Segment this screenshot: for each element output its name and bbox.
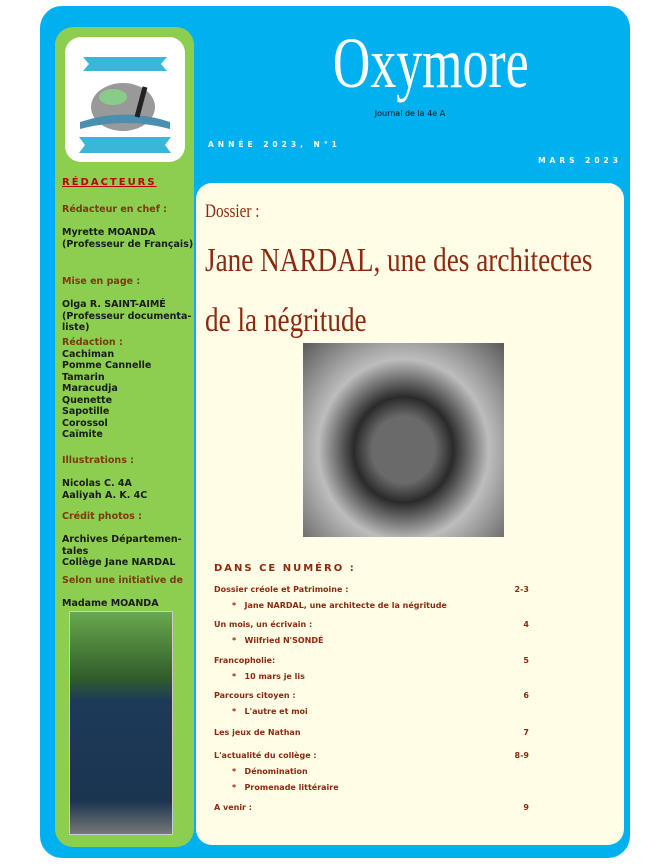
initiative-credit: Selon une initiative de Madame MOANDA <box>62 575 183 609</box>
bullet-icon: * <box>232 672 237 681</box>
photo-credit: Crédit photos : Archives Départemen- tales Collège Jane NARDAL <box>62 511 182 568</box>
toc-item-page: 8-9 <box>514 751 529 760</box>
toc-item-page: 4 <box>523 620 529 629</box>
toc-item[interactable] <box>214 728 529 737</box>
editor-in-chief: Rédacteur en chef : Myrette MOANDA (Professeur de Français) <box>62 204 194 250</box>
toc-heading: DANS CE NUMÉRO : <box>214 563 356 574</box>
toc-item-title: Parcours citoyen : <box>214 691 296 700</box>
journal-subtitle: Journal de la 4e A <box>374 109 446 118</box>
toc-item-page: 5 <box>523 656 529 665</box>
illustrations-credit: Illustrations : Nicolas C. 4A Aaliyah A. K. 4C <box>62 455 148 501</box>
toc-item[interactable] <box>214 691 529 700</box>
writers-list: Rédaction : Cachiman Pomme Cannelle Tamarin Maracudja Quenette Sapotille Corossol Caïmite <box>62 337 152 440</box>
layout-credit: Mise en page : Olga R. SAINT-AIMÉ (Professeur documenta- liste) <box>62 276 192 333</box>
bullet-icon: * <box>232 636 237 645</box>
toc-item[interactable] <box>214 751 529 760</box>
toc-item[interactable] <box>214 620 529 629</box>
editors-heading: RÉDACTEURS <box>62 177 157 188</box>
toc-subitem[interactable] <box>214 672 529 681</box>
article-kicker: Dossier : <box>205 201 260 222</box>
bullet-icon: * <box>232 767 237 776</box>
toc-item-title: Dossier créole et Patrimoine : <box>214 585 349 594</box>
toc-item-title: Un mois, un écrivain : <box>214 620 313 629</box>
toc-subitem[interactable] <box>214 783 529 792</box>
toc-item-page: 9 <box>523 803 529 812</box>
toc-item[interactable] <box>214 585 529 594</box>
toc-subitem[interactable] <box>214 636 529 645</box>
toc-subitem[interactable] <box>214 601 529 610</box>
journal-title: Oxymore <box>332 23 529 103</box>
toc-item-title: L'actualité du collège : <box>214 751 317 760</box>
issue-date: MARS 2023 <box>538 156 622 165</box>
toc-item-page: 2-3 <box>514 585 529 594</box>
toc-subitem[interactable] <box>214 767 529 776</box>
toc-subitem-title: Dénomination <box>244 767 308 776</box>
portrait-photo <box>303 343 504 537</box>
bullet-icon: * <box>232 707 237 716</box>
college-logo <box>65 37 185 162</box>
toc-subitem-title: 10 mars je lis <box>244 672 305 681</box>
toc-item-title: Francopholie: <box>214 656 276 665</box>
toc-subitem[interactable] <box>214 707 529 716</box>
toc-item-page: 7 <box>523 728 529 737</box>
plaque-photo <box>69 611 173 835</box>
toc-subitem-title: Jane NARDAL, une architecte de la négritude <box>244 601 447 610</box>
toc-item-title: Les jeux de Nathan <box>214 728 301 737</box>
main-panel <box>196 183 624 845</box>
toc-subitem-title: Wilfried N'SONDÉ <box>244 636 324 645</box>
toc-subitem-title: L'autre et moi <box>244 707 308 716</box>
toc-item[interactable] <box>214 803 529 812</box>
issue-number: ANNÉE 2023, N°1 <box>208 140 341 149</box>
toc-subitem-title: Promenade littéraire <box>244 783 339 792</box>
bullet-icon: * <box>232 783 237 792</box>
toc-item-page: 6 <box>523 691 529 700</box>
article-headline: Jane NARDAL, une des architectes de la négritude <box>205 242 593 339</box>
toc-item-title: A venir : <box>214 803 252 812</box>
sidebar <box>55 27 194 847</box>
bullet-icon: * <box>232 601 237 610</box>
toc-item[interactable] <box>214 656 529 665</box>
